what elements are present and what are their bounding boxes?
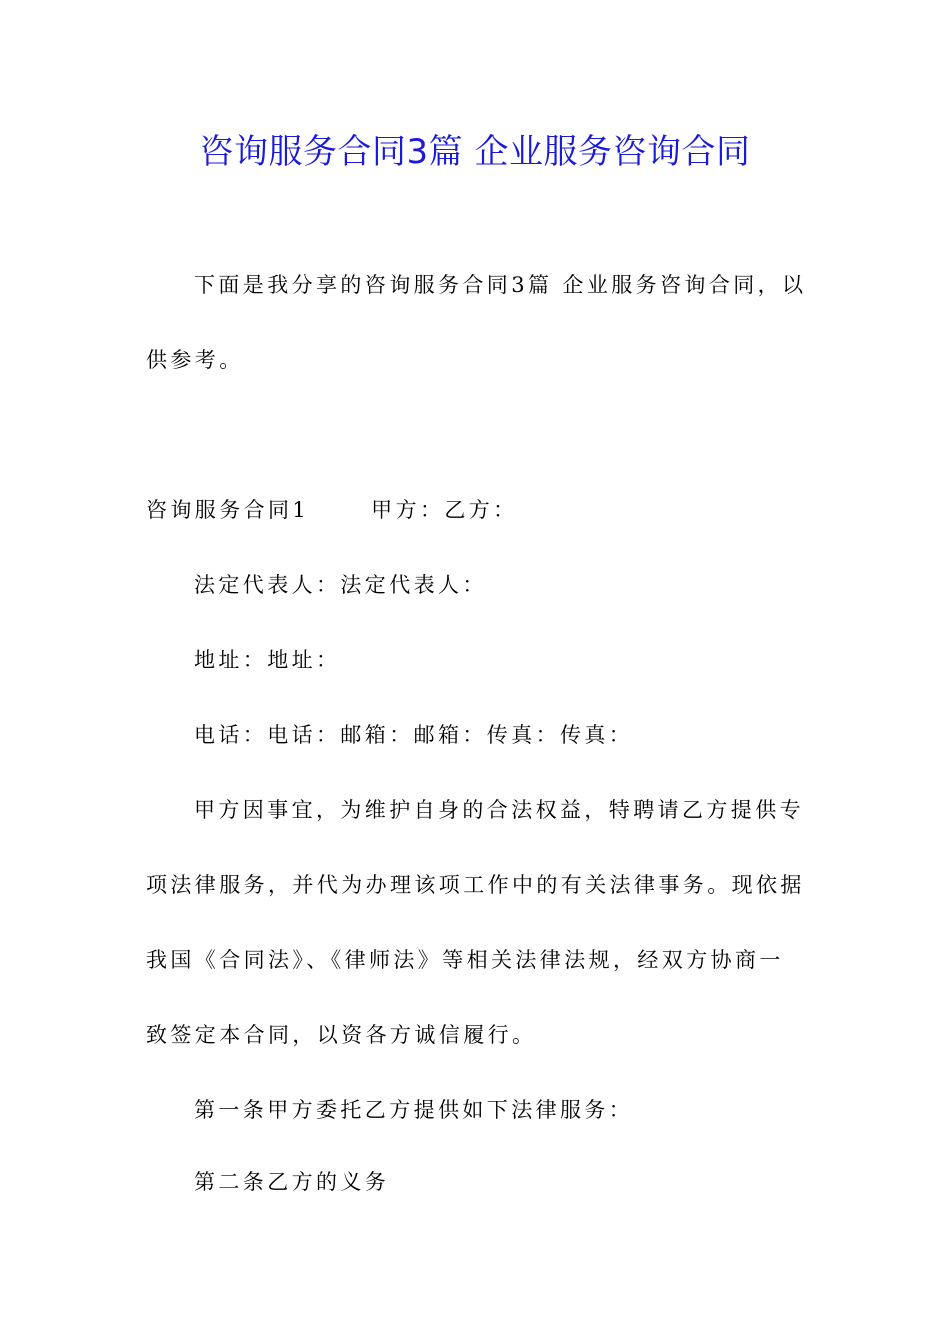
intro-line-1: 下面是我分享的咨询服务合同3篇 企业服务咨询合同，以 xyxy=(194,273,807,297)
representative-line: 法定代表人：法定代表人： xyxy=(194,573,487,597)
address-line: 地址：地址： xyxy=(194,648,341,672)
article-1-line: 第一条甲方委托乙方提供如下法律服务： xyxy=(194,1098,634,1122)
paragraph-line-1: 甲方因事宜，为维护自身的合法权益，特聘请乙方提供专 xyxy=(194,798,804,822)
contact-line: 电话：电话：邮箱：邮箱：传真：传真： xyxy=(194,723,634,747)
article-2-line: 第二条乙方的义务 xyxy=(194,1170,390,1194)
paragraph-line-4: 致签定本合同，以资各方诚信履行。 xyxy=(146,1023,537,1047)
document-title: 咨询服务合同3篇 企业服务咨询合同 xyxy=(199,132,751,172)
contract-heading-row xyxy=(146,495,518,525)
intro-line-2: 供参考。 xyxy=(146,348,244,372)
paragraph-line-2: 项法律服务，并代为办理该项工作中的有关法律事务。现依据 xyxy=(146,873,805,897)
paragraph-line-3: 我国《合同法》、《律师法》等相关法律法规，经双方协商一 xyxy=(146,948,784,972)
contract-heading: 咨询服务合同1 xyxy=(146,498,310,522)
parties-line: 甲方：乙方： xyxy=(371,498,518,522)
